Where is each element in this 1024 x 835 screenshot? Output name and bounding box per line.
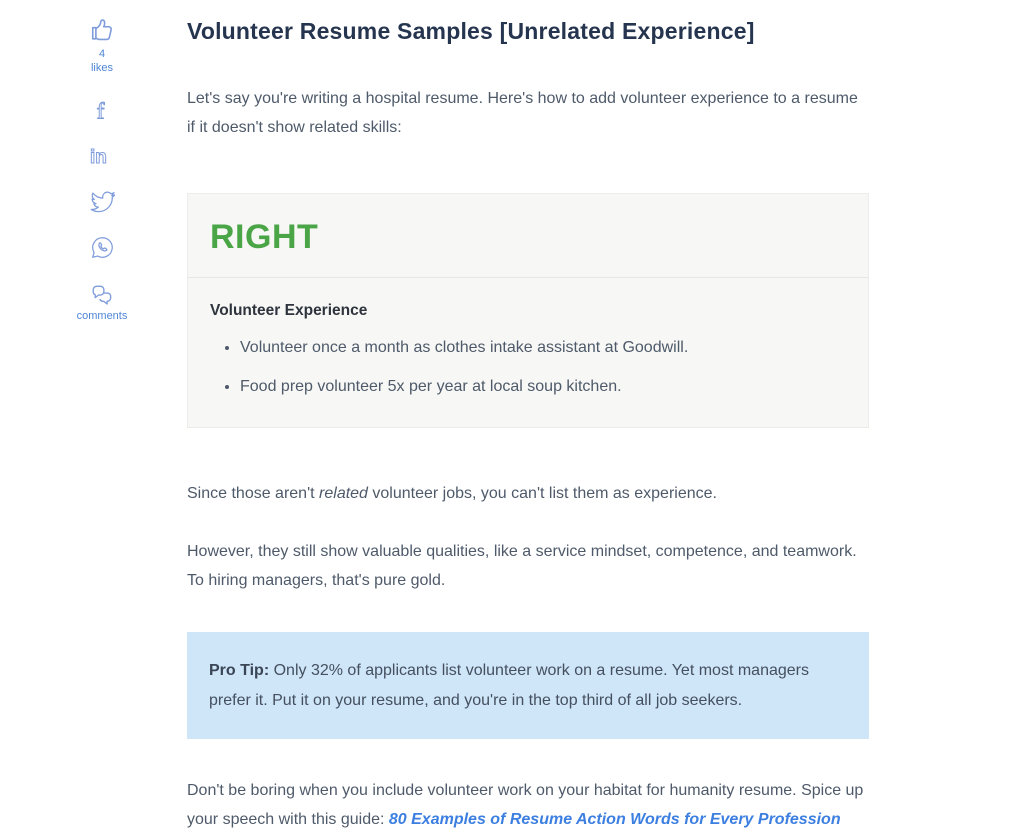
since-paragraph [187, 480, 869, 509]
facebook-icon [89, 96, 115, 124]
sample-section-title: Volunteer Experience [210, 301, 368, 319]
twitter-share-button[interactable] [88, 190, 116, 214]
outro-pre: Don't be boring when you include volunteer work on your habitat for humanity resume. Spice up your speech with this guide: [187, 782, 864, 828]
comments-icon [87, 281, 117, 309]
right-box-body [188, 278, 868, 427]
pro-tip-box [187, 632, 869, 739]
twitter-icon [88, 190, 116, 214]
since-italic: related [319, 484, 368, 502]
resume-sample-right-box [187, 193, 869, 428]
outro-paragraph [187, 777, 869, 835]
like-button[interactable] [87, 14, 117, 76]
pro-tip-label: Pro Tip: [209, 661, 270, 679]
intro-paragraph: Let's say you're writing a hospital resume. Here's how to add volunteer experience to a resume if it doesn't show related skills: [187, 90, 858, 136]
likes-count: 4 [98, 48, 106, 60]
however-paragraph: However, they still show valuable qualities, like a service mindset, competence, and teamwork. To hiring managers, that's pure gold. [187, 543, 857, 590]
article-content [187, 0, 869, 835]
linkedin-share-button[interactable] [86, 144, 118, 170]
svg-text:in: in [90, 146, 107, 168]
right-box-label: RIGHT [210, 217, 319, 256]
svg-text:f: f [96, 98, 105, 124]
whatsapp-share-button[interactable] [89, 234, 116, 261]
since-pre: Since those aren't [187, 484, 320, 502]
whatsapp-icon [89, 234, 116, 261]
right-box-header [188, 194, 868, 278]
comments-button[interactable] [77, 281, 128, 323]
sample-bullet-list [210, 336, 846, 399]
social-share-rail [76, 14, 128, 323]
since-post: volunteer jobs, you can't list them as experience. [367, 484, 717, 502]
likes-label: likes [90, 62, 113, 75]
sample-bullet: • Food prep volunteer 5x per year at local soup kitchen. [240, 375, 846, 399]
linkedin-icon [86, 144, 118, 170]
facebook-share-button[interactable] [89, 96, 115, 124]
pro-tip-text: Only 32% of applicants list volunteer work on a resume. Yet most managers prefer it. Put it on your resume, and you're in the top third of all job seekers. [209, 661, 809, 709]
sample-bullet: • Volunteer once a month as clothes intake assistant at Goodwill. [240, 336, 846, 360]
thumbs-up-icon [87, 14, 117, 44]
page-title: Volunteer Resume Samples [Unrelated Experience] [187, 18, 755, 44]
comments-label: comments [76, 309, 128, 322]
action-words-guide-link[interactable]: 80 Examples of Resume Action Words for Every Profession [388, 810, 841, 828]
